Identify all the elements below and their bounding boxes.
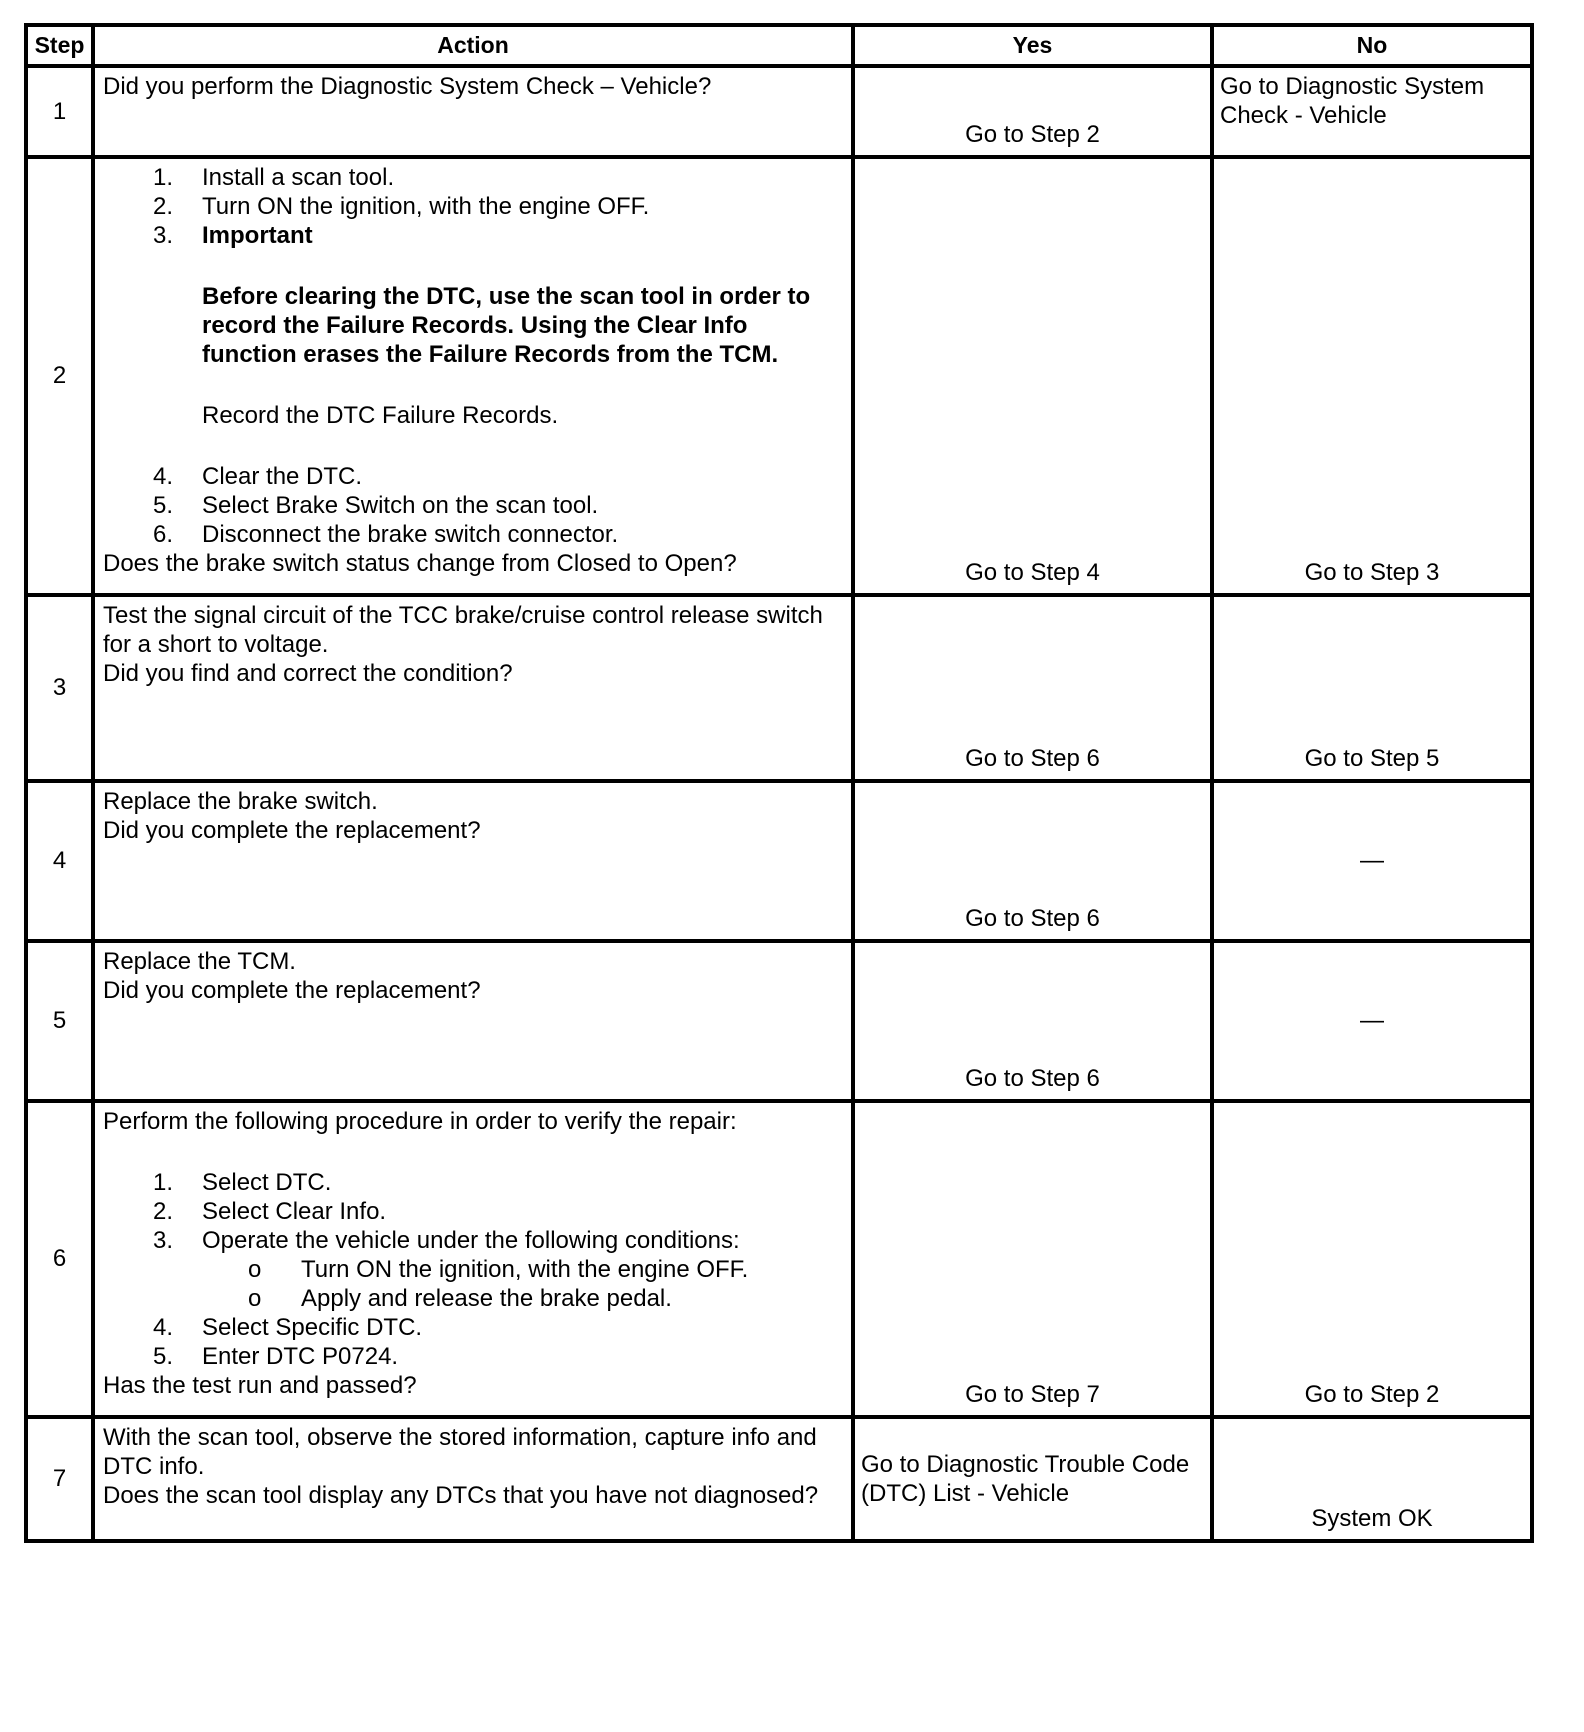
bullet-icon: o	[248, 1256, 262, 1283]
important-label: Important	[202, 222, 313, 249]
action-text: Replace the brake switch.	[103, 788, 378, 815]
action-cell	[93, 157, 853, 595]
no-cell	[1212, 1101, 1532, 1417]
table-row	[26, 941, 1532, 1101]
no-cell	[1212, 941, 1532, 1101]
record-note: Record the DTC Failure Records.	[202, 402, 559, 429]
no-cell	[1212, 66, 1532, 157]
step-number: 7	[26, 1417, 93, 1541]
yes-cell	[853, 157, 1212, 595]
yes-link: Go to Step 7	[965, 1381, 1100, 1408]
header-yes: Yes	[853, 25, 1212, 66]
yes-cell	[853, 781, 1212, 941]
list-item: 2. Turn ON the ignition, with the engine OFF.	[153, 193, 650, 220]
sub-list-item: o Apply and release the brake pedal.	[248, 1285, 672, 1312]
table-row	[26, 66, 1532, 157]
list-item: 2. Select Clear Info.	[153, 1198, 387, 1225]
step-number: 6	[26, 1101, 93, 1417]
table-row	[26, 157, 1532, 595]
table-row	[26, 1417, 1532, 1541]
action-text: With the scan tool, observe the stored information, capture info and DTC info.	[103, 1424, 817, 1480]
no-dash: —	[1360, 1007, 1384, 1034]
action-text: Test the signal circuit of the TCC brake/cruise control release switch for a short to voltage.	[103, 602, 823, 658]
list-item: 4. Select Specific DTC.	[153, 1314, 423, 1341]
list-item: 5. Enter DTC P0724.	[153, 1343, 399, 1370]
no-dash: —	[1360, 847, 1384, 874]
action-question: Has the test run and passed?	[103, 1372, 417, 1399]
table-row	[26, 595, 1532, 781]
step-number: 3	[26, 595, 93, 781]
action-question: Did you complete the replacement?	[103, 977, 481, 1004]
yes-cell	[853, 1101, 1212, 1417]
list-item: 5. Select Brake Switch on the scan tool.	[153, 492, 599, 519]
no-cell	[1212, 595, 1532, 781]
action-cell	[93, 941, 853, 1101]
action-text: Perform the following procedure in order to verify the repair:	[103, 1108, 737, 1135]
yes-link: Go to Diagnostic Trouble Code (DTC) List - Vehicle	[861, 1451, 1190, 1507]
action-question: Does the brake switch status change from Closed to Open?	[103, 550, 737, 577]
step-number: 4	[26, 781, 93, 941]
no-link: Go to Step 2	[1304, 1381, 1440, 1408]
no-cell	[1212, 157, 1532, 595]
list-item: 1. Install a scan tool.	[153, 164, 395, 191]
yes-cell	[853, 595, 1212, 781]
list-item: 1. Select DTC.	[153, 1169, 332, 1196]
list-item: 6. Disconnect the brake switch connector.	[153, 521, 619, 548]
sub-list-item: o Turn ON the ignition, with the engine OFF.	[248, 1256, 749, 1283]
no-link: Go to Step 5	[1304, 745, 1440, 772]
action-question: Did you find and correct the condition?	[103, 660, 513, 687]
step-number: 1	[26, 66, 93, 157]
no-link: System OK	[1311, 1505, 1433, 1532]
no-cell	[1212, 1417, 1532, 1541]
action-cell	[93, 66, 853, 157]
header-no: No	[1212, 25, 1532, 66]
table-row	[26, 1101, 1532, 1417]
important-note: Before clearing the DTC, use the scan tool in order to record the Failure Records. Using the Clear Info function erases the Failure Records from the TCM.	[202, 283, 811, 368]
bullet-icon: o	[248, 1285, 262, 1312]
table-row	[26, 781, 1532, 941]
action-cell	[93, 1101, 853, 1417]
action-cell	[93, 1417, 853, 1541]
header-action: Action	[93, 25, 853, 66]
procedure-list	[103, 462, 843, 549]
action-text: Replace the TCM.	[103, 948, 296, 975]
list-item: 3. Important Before clearing the DTC, use the scan tool in order to record the Failure Records. Using the Clear Info function erases the Failure Records from the TCM. Record the DTC Failure Records.	[103, 221, 843, 430]
no-link: Go to Diagnostic System Check - Vehicle	[1220, 73, 1485, 129]
diagnostic-table	[24, 23, 1534, 1543]
step-number: 5	[26, 941, 93, 1101]
action-cell	[93, 595, 853, 781]
yes-link: Go to Step 6	[965, 905, 1100, 932]
header-row	[26, 25, 1532, 66]
procedure-list	[103, 1168, 843, 1371]
procedure-list	[103, 163, 843, 430]
action-cell	[93, 781, 853, 941]
yes-link: Go to Step 6	[965, 1065, 1100, 1092]
step-number: 2	[26, 157, 93, 595]
header-step: Step	[26, 25, 93, 66]
yes-link: Go to Step 2	[965, 121, 1100, 148]
yes-cell	[853, 66, 1212, 157]
action-text: Did you perform the Diagnostic System Check – Vehicle?	[103, 73, 712, 100]
action-question: Does the scan tool display any DTCs that you have not diagnosed?	[103, 1482, 819, 1509]
list-item: 3. Operate the vehicle under the following conditions: o Turn ON the ignition, with the engine OFF. o Apply and release the brake pedal.	[103, 1226, 843, 1313]
list-item: 4. Clear the DTC.	[153, 463, 363, 490]
yes-cell	[853, 1417, 1212, 1541]
yes-cell	[853, 941, 1212, 1101]
yes-link: Go to Step 4	[965, 559, 1100, 586]
no-link: Go to Step 3	[1304, 559, 1440, 586]
sub-list	[202, 1255, 843, 1313]
yes-link: Go to Step 6	[965, 745, 1100, 772]
no-cell	[1212, 781, 1532, 941]
action-question: Did you complete the replacement?	[103, 817, 481, 844]
